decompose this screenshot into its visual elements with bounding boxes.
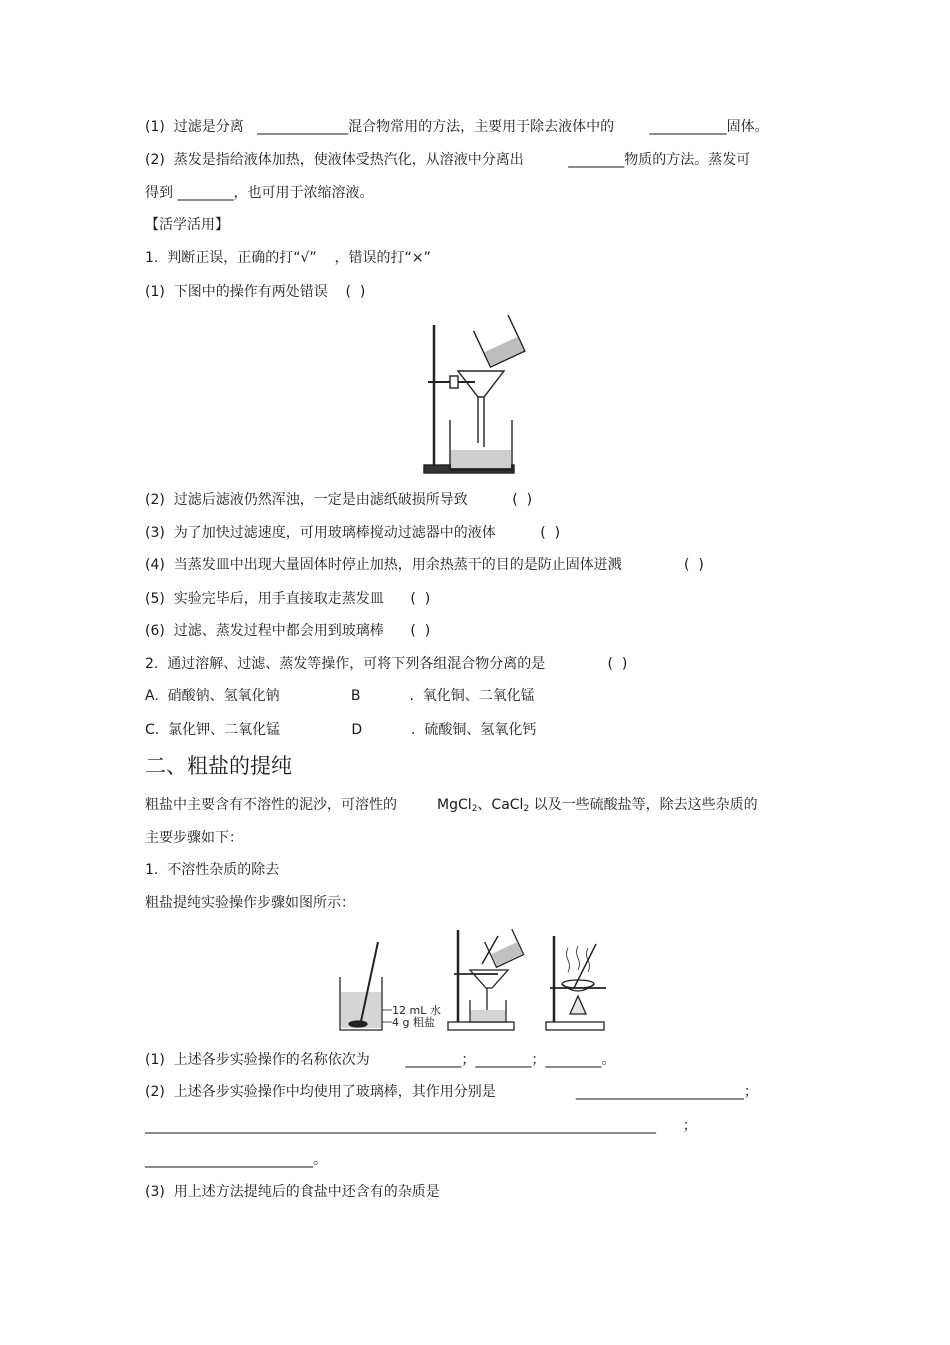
judge-item-4: (4) 当蒸发皿中出现大量固体时停止加热，用余热蒸干的目的是防止固体迸溅 ( ) <box>145 557 704 573</box>
judge-item-5: (5) 实验完毕后，用手直接取走蒸发皿 ( ) <box>145 591 431 607</box>
section-title: 二、粗盐的提纯 <box>145 754 292 778</box>
answer-line-long: _________________________________________________________________________ ； <box>145 1118 697 1134</box>
answer-line-short: ________________________。 <box>145 1152 327 1168</box>
practice-heading: 【活学活用】 <box>145 217 229 233</box>
choice-options-cd: C. 氯化钾、二氧化锰 D . 硫酸铜、氢氧化钙 <box>145 722 537 738</box>
salt-label: 4 g 粗盐 <box>392 1016 435 1029</box>
choice-options-ab: A. 硝酸钠、氢氧化钠 B . 氧化铜、二氧化锰 <box>145 688 535 704</box>
fill-question-2: (2) 蒸发是指给液体加热，使液体受热汽化，从溶液中分离出 ________物质的方法。蒸发可 <box>145 152 751 168</box>
salt-purification-figure <box>330 922 615 1037</box>
water-label: 12 mL 水 <box>392 1004 441 1017</box>
judge-item-3: (3) 为了加快过滤速度，可用玻璃棒搅动过滤器中的液体 ( ) <box>145 525 561 541</box>
fill-question-1: (1) 过滤是分离 _____________混合物常用的方法，主要用于除去液体中的 ___________固体。 <box>145 119 769 135</box>
judge-item-6: (6) 过滤、蒸发过程中都会用到玻璃棒 ( ) <box>145 623 431 639</box>
intro-paragraph: 粗盐中主要含有不溶性的泥沙，可溶性的 MgCl$_2$、CaCl$_2$ 以及一些硫酸盐等，除去这些杂质的 <box>145 797 758 814</box>
judge-item-2: (2) 过滤后滤液仍然浑浊，一定是由滤纸破损所导致 ( ) <box>145 492 533 508</box>
sub-question-3: (3) 用上述方法提纯后的食盐中还含有的杂质是 <box>145 1184 440 1200</box>
sub-heading-1: 1. 不溶性杂质的除去 <box>145 862 280 878</box>
judge-item-1: (1) 下图中的操作有两处错误 ( ) <box>145 284 366 300</box>
sub-question-2: (2) 上述各步实验操作中均使用了玻璃棒，其作用分别是 ________________________； <box>145 1084 758 1100</box>
judge-instruction: 1. 判断正误，正确的打“√” ，错误的打“×” <box>145 250 431 266</box>
fill-question-2-cont: 得到 ________，也可用于浓缩溶液。 <box>145 185 374 201</box>
choice-question-2: 2. 通过溶解、过滤、蒸发等操作，可将下列各组混合物分离的是 ( ) <box>145 656 628 672</box>
intro-paragraph-cont: 主要步骤如下： <box>145 830 243 846</box>
figure-caption: 粗盐提纯实验操作步骤如图所示： <box>145 895 355 911</box>
filtration-apparatus-figure <box>420 315 540 477</box>
sub-question-1: (1) 上述各步实验操作的名称依次为 ________；________；________。 <box>145 1052 616 1068</box>
